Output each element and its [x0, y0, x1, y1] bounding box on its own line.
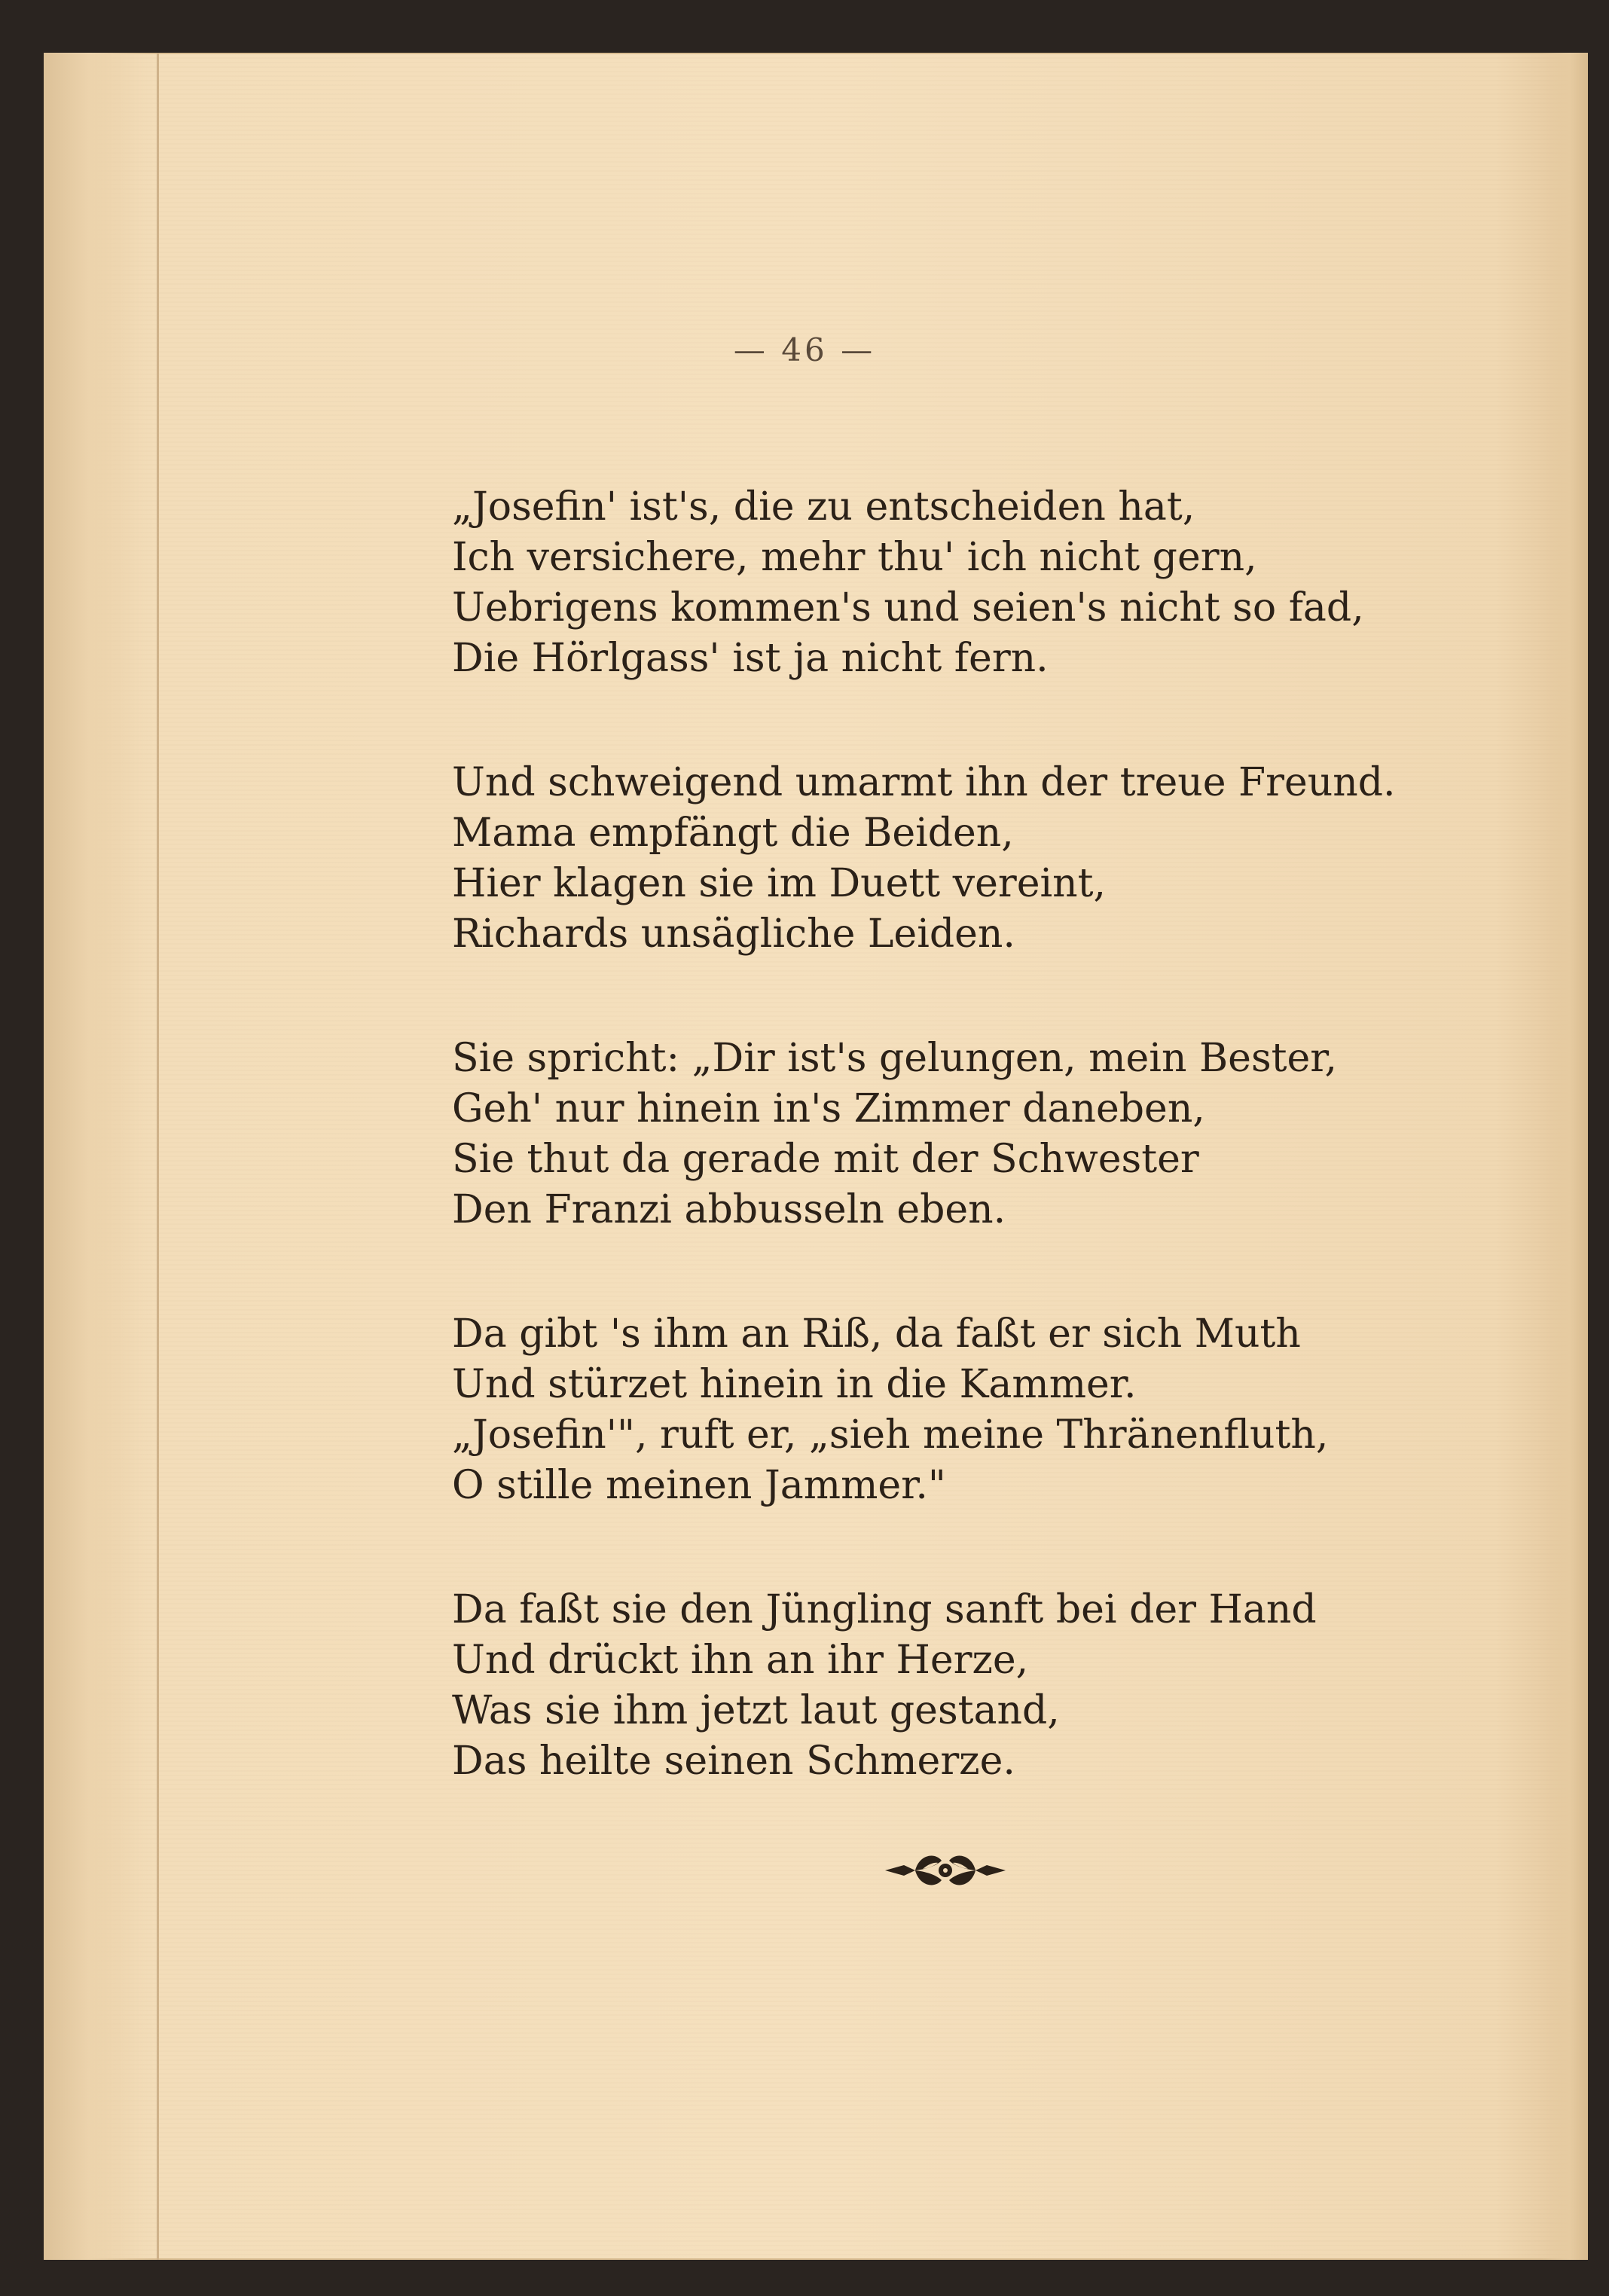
poem-line: O stille meinen Jammer." [452, 1463, 946, 1508]
poem-line: Da faßt sie den Jüngling sanft bei der Hand [452, 1587, 1317, 1632]
poem [452, 482, 1396, 1861]
poem-line: Und drückt ihn an ihr Herze, [452, 1638, 1029, 1683]
page-number: — 46 — [733, 331, 876, 368]
poem-line: „Josefin' ist's, die zu entscheiden hat, [452, 484, 1195, 530]
stanza-1 [452, 482, 1386, 684]
poem-line: Sie spricht: „Dir ist's gelungen, mein Bester, [452, 1036, 1337, 1081]
poem-line: Die Hörlgass' ist ja nicht fern. [452, 636, 1049, 681]
floral-vignette-icon [881, 1844, 1009, 1897]
stanza-5 [452, 1585, 1386, 1787]
poem-line: Das heilte seinen Schmerze. [452, 1739, 1015, 1784]
stanza-4 [452, 1309, 1386, 1511]
poem-line: Und schweigend umarmt ihn der treue Freund. [452, 760, 1396, 805]
poem-line: Ich versichere, mehr thu' ich nicht gern, [452, 535, 1257, 580]
poem-line: Hier klagen sie im Duett vereint, [452, 861, 1107, 906]
poem-line: Sie thut da gerade mit der Schwester [452, 1137, 1199, 1182]
poem-line: „Josefin'", ruft er, „sieh meine Thränenfluth, [452, 1412, 1329, 1458]
poem-line: Da gibt 's ihm an Riß, da faßt er sich Muth [452, 1311, 1301, 1357]
poem-line: Den Franzi abbusseln eben. [452, 1187, 1006, 1232]
stanza-3 [452, 1034, 1386, 1235]
poem-line: Uebrigens kommen's und seien's nicht so fad, [452, 585, 1364, 630]
stanza-2 [452, 758, 1396, 960]
poem-line: Geh' nur hinein in's Zimmer daneben, [452, 1086, 1205, 1131]
poem-line: Und stürzet hinein in die Kammer. [452, 1362, 1137, 1407]
poem-line: Mama empfängt die Beiden, [452, 811, 1014, 856]
poem-line: Richards unsägliche Leiden. [452, 911, 1015, 957]
poem-line: Was sie ihm jetzt laut gestand, [452, 1688, 1060, 1733]
